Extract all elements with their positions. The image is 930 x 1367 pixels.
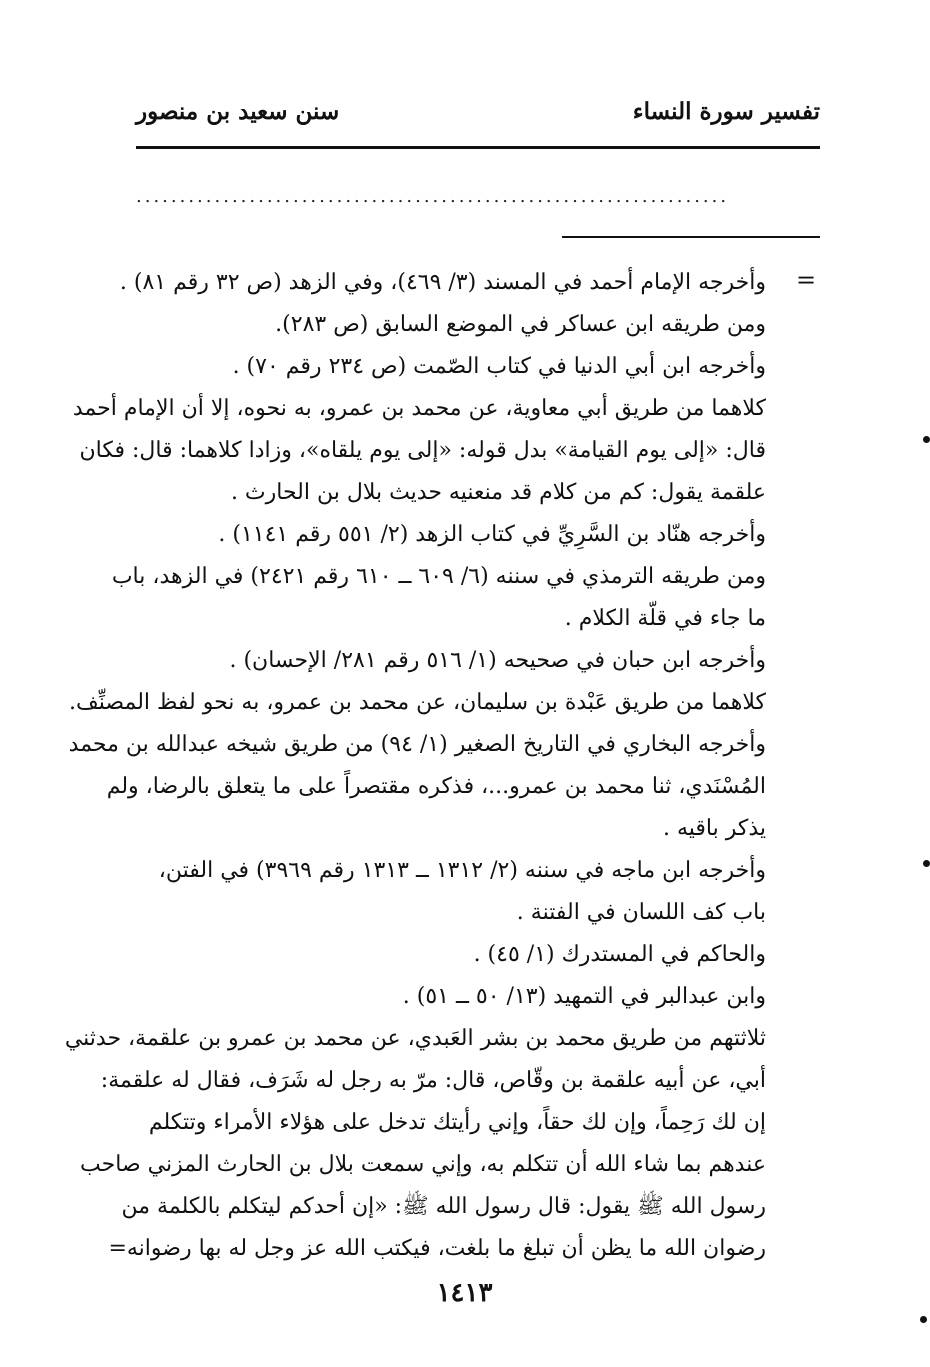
running-header [136, 98, 820, 138]
text-line: كلاهما من طريق عَبْدة بن سليمان، عن محمد بن عمرو، به نحو لفظ المصنِّف. [69, 690, 766, 715]
text-line: وابن عبدالبر في التمهيد (١٣/ ٥٠ ــ ٥١) . [402, 984, 766, 1009]
text-line: وأخرجه هنّاد بن السَّرِيِّ في كتاب الزهد (٢/ ٥٥١ رقم ١١٤١) . [218, 522, 766, 547]
text-line: عندهم بما شاء الله أن تتكلم به، وإني سمعت بلال بن الحارث المزني صاحب [80, 1152, 766, 1177]
text-line: وأخرجه ابن أبي الدنيا في كتاب الصّمت (ص ٢٣٤ رقم ٧٠) . [232, 354, 766, 379]
scan-speck [920, 1316, 927, 1323]
scan-speck [923, 860, 930, 867]
continuation-mark: = [796, 266, 817, 294]
scan-speck [923, 436, 930, 443]
text-line: ما جاء في قلّة الكلام . [564, 606, 766, 631]
text-line: ومن طريقه الترمذي في سننه (٦/ ٦٠٩ ــ ٦١٠ رقم ٢٤٢١) في الزهد، باب [111, 564, 766, 589]
text-line: قال: «إلى يوم القيامة» بدل قوله: «إلى يوم يلقاه»، وزادا كلاهما: قال: فكان [79, 438, 766, 463]
text-line: وأخرجه الإمام أحمد في المسند (٣/ ٤٦٩)، وفي الزهد (ص ٣٢ رقم ٨١) . [119, 270, 766, 295]
footnote-text [64, 262, 766, 1270]
text-line: المُسْنَدي، ثنا محمد بن عمرو...، فذكره مقتصراً على ما يتعلق بالرضا، ولم [106, 774, 766, 799]
dotted-separator: .................................................................... [136, 186, 730, 207]
text-line: وأخرجه ابن حبان في صحيحه (١/ ٥١٦ رقم ٢٨١/ الإحسان) . [229, 648, 766, 673]
text-line: ثلاثتهم من طريق محمد بن بشر العَبدي، عن محمد بن عمرو بن علقمة، حدثني [64, 1026, 766, 1051]
text-line: رسول الله ﷺ يقول: قال رسول الله ﷺ: «إن أحدكم ليتكلم بالكلمة من [121, 1194, 766, 1219]
text-line: رضوان الله ما يظن أن تبلغ ما بلغت، فيكتب الله عز وجل له بها رضوانه= [108, 1236, 766, 1261]
header-rule [136, 146, 820, 149]
text-line: باب كف اللسان في الفتنة . [516, 900, 766, 925]
header-book-title: سنن سعيد بن منصور [136, 98, 340, 125]
text-line: والحاكم في المستدرك (١/ ٤٥) . [473, 942, 766, 967]
text-line: ومن طريقه ابن عساكر في الموضع السابق (ص ٢٨٣). [275, 312, 766, 337]
text-line: كلاهما من طريق أبي معاوية، عن محمد بن عمرو، به نحوه، إلا أن الإمام أحمد [72, 396, 766, 421]
header-chapter-title: تفسير سورة النساء [632, 98, 820, 125]
text-line: إن لك رَحِماً، وإن لك حقاً، وإني رأيتك تدخل على هؤلاء الأمراء وتتكلم [148, 1110, 766, 1135]
text-line: وأخرجه البخاري في التاريخ الصغير (١/ ٩٤) من طريق شيخه عبدالله بن محمد [68, 732, 766, 757]
page-number: ١٤١٣ [436, 1278, 493, 1308]
footnote-rule [562, 236, 820, 238]
text-line: أبي، عن أبيه علقمة بن وقّاص، قال: مرّ به رجل له شَرَف، فقال له علقمة: [100, 1068, 766, 1093]
text-line: علقمة يقول: كم من كلام قد منعنيه حديث بلال بن الحارث . [230, 480, 766, 505]
text-line: وأخرجه ابن ماجه في سننه (٢/ ١٣١٢ ــ ١٣١٣ رقم ٣٩٦٩) في الفتن، [158, 858, 766, 883]
text-line: يذكر باقيه . [662, 816, 766, 841]
